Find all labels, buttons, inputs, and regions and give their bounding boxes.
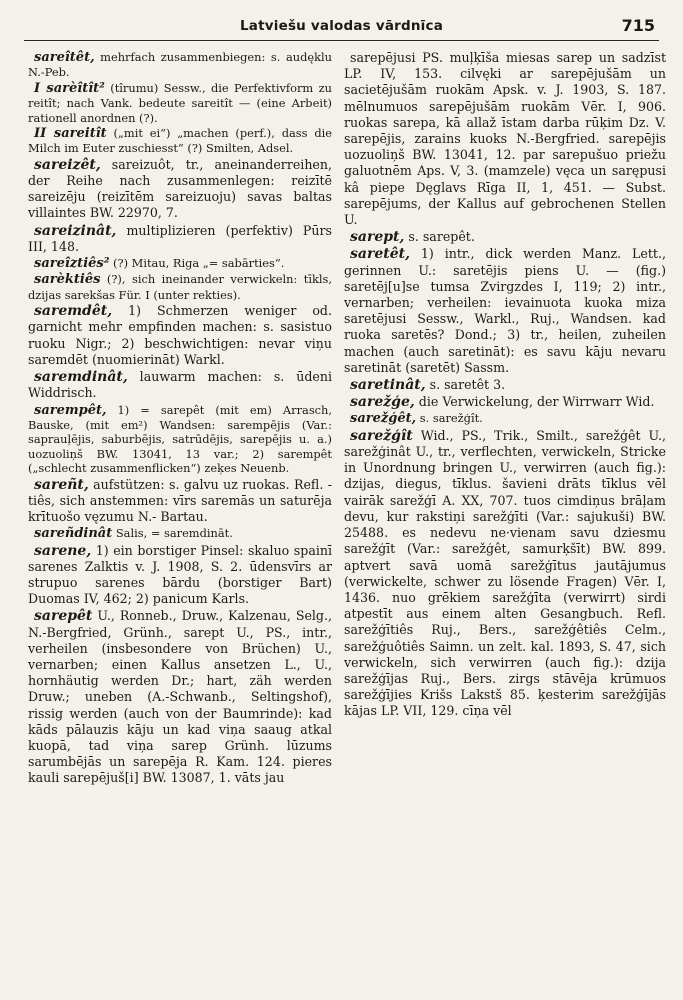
entry-definition: (tîrumu) Sessw., die Perfektivform zu reitît; nach Vank. bedeute sareitît — (eine Arbeit) rationell anordnen (?). (28, 80, 332, 125)
entry-headword: sarežģêt, (350, 411, 417, 427)
page-header (24, 14, 659, 41)
dictionary-entry (344, 394, 666, 410)
entry-headword: sarežģe, (350, 394, 415, 411)
entry-headword: sarept, (350, 229, 405, 246)
entry-definition: 1) intr., dick werden Manz. Lett., gerinnen U.: saretējis piens U. — (fig.) saretēj[u]se tumsa Zvirgzdes I, 119; 2) intr., vernarben; verheilen: ievainuota kuoka miza saretējusi Sessw., Warkl., Ruj., Wandsen. kad ruoka saretēs? Dond.; 3) tr., heilen, zuheilen machen (auch saretināt): es savu kāju nevaru saretināt (saretēt) Sassm. (344, 246, 666, 375)
page-number: 715 (621, 16, 655, 35)
entry-definition: sareizuôt, tr., aneinanderreihen, der Reihe nach zusammenlegen: reizītē sareizēju (reizītēm sareizuoju) savas baltas villaintes BW. 22970, 7. (28, 156, 332, 221)
entry-definition: s. saretêt 3. (425, 377, 506, 393)
dictionary-entry (28, 526, 332, 541)
entry-definition: (?) Mitau, Riga „= sabārties“. (109, 256, 285, 271)
dictionary-entry (28, 608, 332, 786)
entry-headword: saretêt, (350, 246, 410, 263)
entry-definition: (?), sich ineinander verwickeln: tīkls, dzijas sarekšas Für. I (unter rekties). (28, 272, 332, 302)
dictionary-entry (28, 256, 332, 271)
entry-headword: sareizêt, (34, 156, 101, 173)
entry-definition: mehrfach zusammenbiegen: s. audęklu N.-Peb. (28, 50, 332, 80)
dictionary-entry (28, 477, 332, 526)
entry-definition: 1) ein borstiger Pinsel: skaluo spainī sarenes Zalktis v. J. 1908, S. 2. ūdensvīrs ar strupuo sarenes bārdu (borstiger Bart) Duomas IV, 462; 2) panicum Karls. (28, 542, 332, 607)
entry-definition: lauwarm machen: s. ūdeni Widdrisch. (28, 369, 332, 401)
entry-definition: U., Ronneb., Druw., Kalzenau, Selg., N.-Bergfried, Grünh., sarept U., PS., intr., verheilen (insbesondere von Brüchen) U., vernarben; einen Kallus ansetzen L., U., hornhäutig werden Dr.; hart, zäh werden Druw.; uneben (A.-Schwanb., Seltingshof), rissig werden (auch von der Baumrinde): kad kāds pālauzis kāju un kad viņa saaug atkal kuopā, tad viņa sarep Grünh. lūzums sarumbējās un sarepēja R. Kam. 124. pieres kauli sarepējuš[i] BW. 13087, 1. vāts jau (28, 608, 332, 786)
entry-headword: sareñdinât (34, 526, 113, 542)
entry-headword: sarempêt, (34, 402, 107, 418)
dictionary-entry (28, 303, 332, 368)
entry-definition: s. sarepêt. (404, 229, 475, 245)
dictionary-entry (28, 272, 332, 302)
dictionary-entry (28, 403, 332, 476)
dictionary-entry (344, 411, 666, 426)
running-title: Latviešu valodas vārdnīca (240, 18, 443, 34)
dictionary-entry (344, 246, 666, 376)
entry-headword: sareñt, (34, 476, 89, 493)
entry-headword: II sareitît (34, 126, 107, 142)
entry-definition: 1) = sarepêt (mit em) Arrasch, Bauske, (mit em²) Wandsen: sarempējis (Var.: saprauļējis, saburbējis, satrūdējis, sarepējis u. a.) uozuoliņš BW. 13041, 13 var.; 2) sarempêt („schlecht zusammenflicken“) zeķes Neuenb. (28, 402, 332, 476)
dictionary-entry (344, 50, 666, 228)
dictionary-entry (28, 126, 332, 156)
dictionary-entry (28, 369, 332, 401)
entry-headword: sarepêt (34, 608, 93, 625)
dictionary-entry (344, 229, 666, 245)
entry-definition: s. sarežģît. (416, 411, 483, 426)
dictionary-entry (28, 157, 332, 222)
entry-headword: sarežģît (350, 427, 413, 444)
dictionary-entry (344, 377, 666, 393)
entry-definition: aufstützen: s. galvu uz ruokas. Refl. -tiês, sich anstemmen: vīrs saremās un saturēja krītuošo vęzumu N.- Bartau. (28, 476, 332, 524)
dictionary-entry (344, 428, 666, 720)
entry-headword: saretinât, (350, 377, 426, 394)
right-column (344, 50, 666, 995)
dictionary-entry (28, 543, 332, 608)
entry-headword: sareizinât, (34, 222, 117, 239)
entry-headword: saremdêt, (34, 303, 113, 320)
entry-headword: sareîtêt, (34, 50, 95, 65)
entry-headword: sarèktiês (34, 272, 101, 288)
entry-definition: Salis, = saremdināt. (112, 526, 233, 541)
entry-definition: sarepējusi PS. muļķīša miesas sarep un sadzīst LP. IV, 153. cilvęki ar sarepējušām un sacietējušām ruokām Apsk. v. J. 1903, S. 187. mēlnumuos sarepējušām ruokām Vēr. I, 906. ruokas sarepa, kā allaž īstam darba rūķim Dz. V. sarepējis, zarains kuoks N.-Bergfried. sarepējis uozuoliņš BW. 13041, 12. par sareрušuo priežu galuotnēm Aps. V, 3. (mamzele) vęca un sarępusi kâ piepe Dęglavs Rīga II, 1, 451. — Subst. sarepējums, der Kallus auf gebrochenen Stellen U. (344, 50, 666, 228)
entry-headword: I sarèîtît² (34, 80, 105, 96)
entry-definition: („mit ei“) „machen (perf.), dass die Milch im Euter zuschiesst“ (?) Smilten, Adsel. (28, 126, 332, 156)
entry-headword: sareîztiês² (34, 256, 110, 272)
left-column (28, 50, 332, 995)
entry-definition: Wid., PS., Trik., Smilt., sarežģêt U., sarežģinât U., tr., verflechten, verwickeln, Stricke in Unordnung bringen U., verwirren (auch fig.): dzijas, diegus, tīklus. šavieni drāts tīklus vēl vairāk sarežģī A. XX, 707. tuos cimdiņus brāļam devu, kur rakstiņi sarežģīti (Var.: sajukuši) BW. 25488. es nedevu ne·vienam savu dziesmu sarežģīt (Var.: sarežģêt, samurķšīt) BW. 899. aptvert savā uomā sarežģītus jautājumus (verwickelte, schwer zu lösende Fragen) Vēr. I, 1436. nuo grēkiem sarežģīta (verwirrt) sirdi atpestīt aus einem alten Gesangbuch. Refl. sarežģītiês Ruj., Bers., sarežģêtiês Celm., sarežģuôtiês Saimn. un zelt. kal. 1893, S. 47, sich verwickeln, sich verwirren (auch fig.): dzija sarežģījas Ruj., Bers. zirgs stāvēja krūmuos sarežģījies Krišs Lakstš 85. ķesterim sarežģījās kājas LP. VII, 129. cīņa vēl (344, 427, 666, 719)
entry-definition: multiplizieren (perfektiv) Pūrs III, 148. (28, 222, 332, 254)
entry-definition: die Verwickelung, der Wirrwarr Wid. (414, 394, 655, 410)
entry-headword: sarene, (34, 542, 92, 559)
dictionary-entry (28, 223, 332, 255)
entry-definition: 1) Schmerzen weniger od. garnicht mehr empfinden machen: s. sasistuo ruoku Nigr.; 2) beschwichtigen: nevar viņu saremdēt (nuomierināt) Warkl. (28, 303, 332, 367)
entry-headword: saremdinât, (34, 369, 128, 386)
dictionary-entry (28, 50, 332, 80)
dictionary-entry (28, 81, 332, 125)
